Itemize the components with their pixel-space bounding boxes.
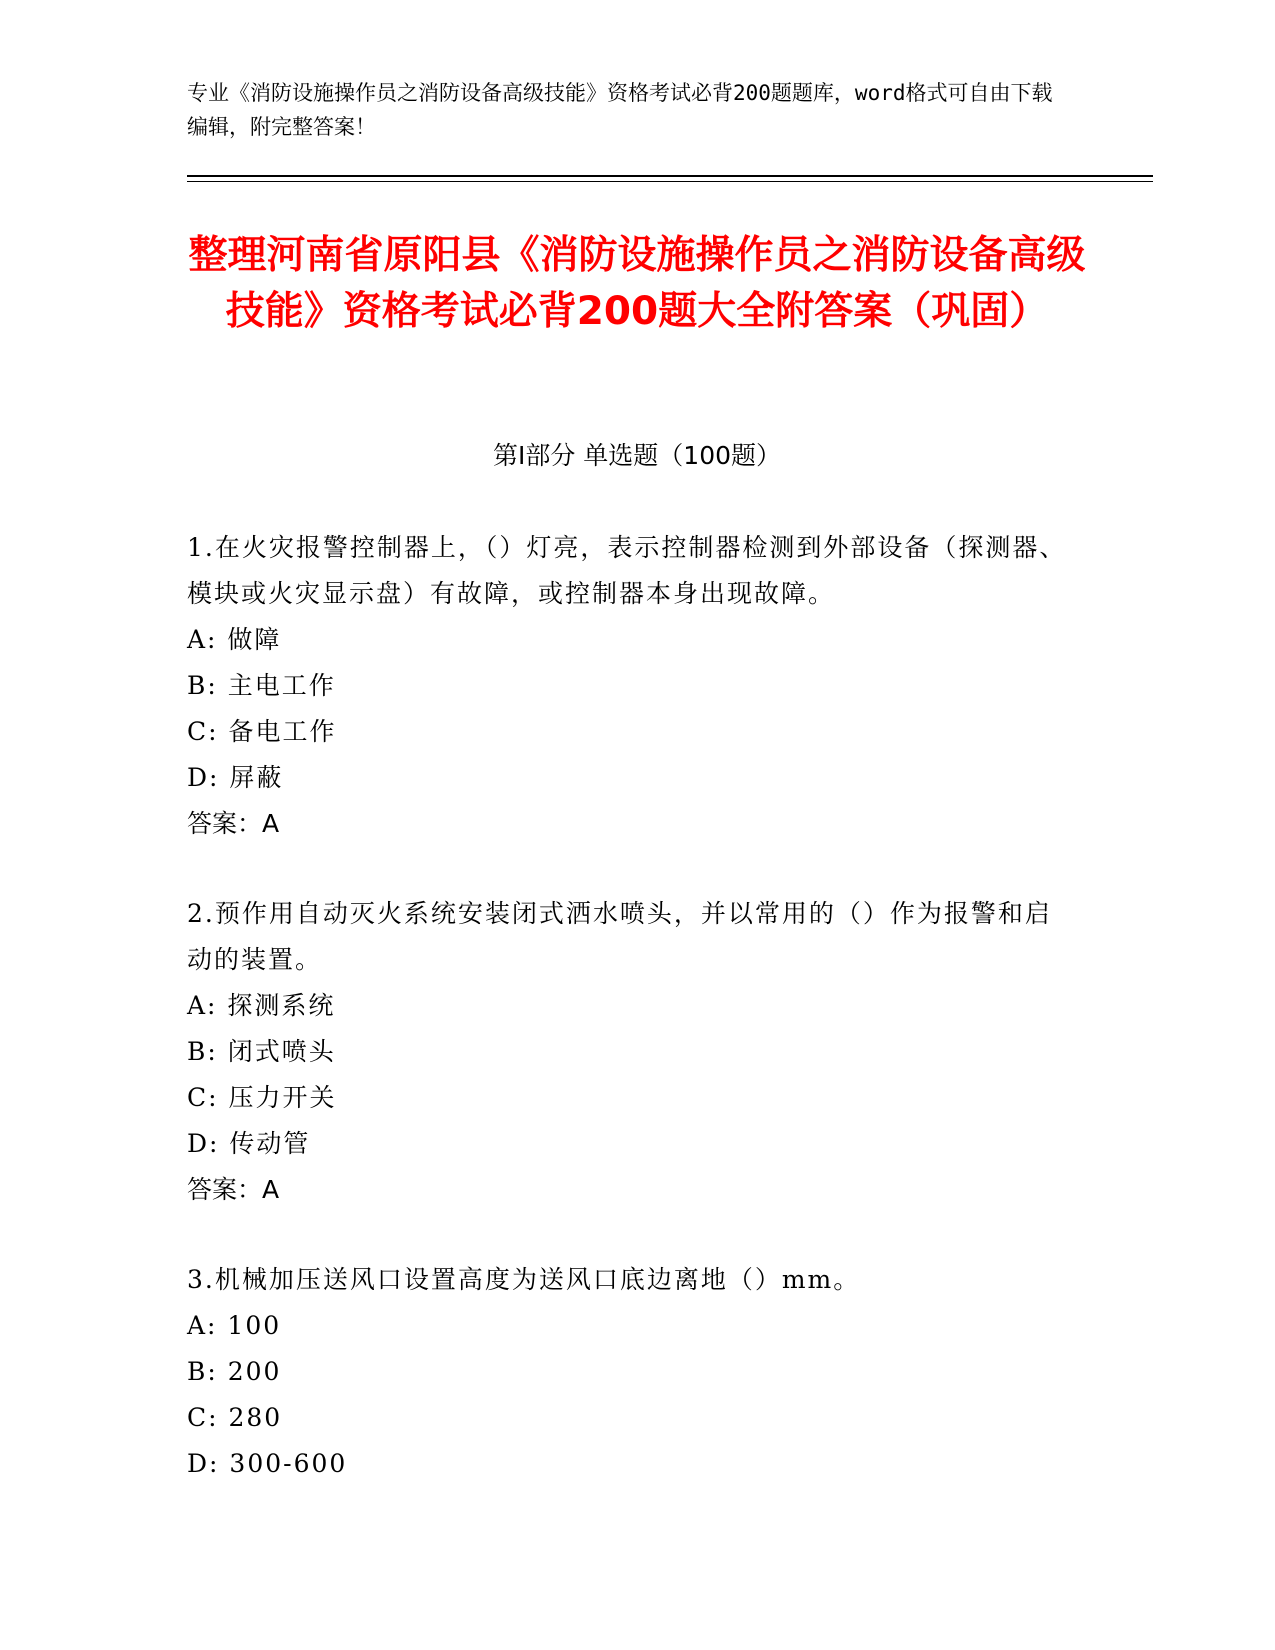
option-a: A: 100 [187,1311,282,1340]
option-d: D: 屏蔽 [187,763,284,792]
question-stem: 1.在火灾报警控制器上，（）灯亮，表示控制器检测到外部设备（探测器、模块或火灾显示盘）有故障，或控制器本身出现故障。 [187,533,1067,608]
question-3 [187,1257,1067,1487]
answer-line: 答案：A [187,1175,280,1204]
section-heading: 第Ⅰ部分 单选题（100题） [492,441,782,470]
header-divider-thin [187,181,1153,182]
option-a: A: 探测系统 [187,991,336,1020]
option-b: B: 200 [187,1357,282,1386]
question-list [187,525,1067,1531]
option-c: C: 280 [187,1403,283,1432]
option-a: A: 做障 [187,625,282,654]
question-1 [187,525,1067,847]
option-b: B: 主电工作 [187,671,336,700]
question-stem: 2.预作用自动灭火系统安装闭式洒水喷头，并以常用的（）作为报警和启动的装置。 [187,899,1052,974]
question-2 [187,891,1067,1213]
option-d: D: 300-600 [187,1449,348,1478]
option-c: C: 备电工作 [187,717,337,746]
answer-line: 答案：A [187,809,280,838]
option-b: B: 闭式喷头 [187,1037,336,1066]
option-c: C: 压力开关 [187,1083,337,1112]
header-note: 专业《消防设施操作员之消防设备高级技能》资格考试必背200题题库，word格式可自由下载编辑，附完整答案！ [187,81,1053,139]
option-d: D: 传动管 [187,1129,311,1158]
question-stem: 3.机械加压送风口设置高度为送风口底边离地（）mm。 [187,1265,861,1294]
header-divider-thick [187,175,1153,177]
document-title: 整理河南省原阳县《消防设施操作员之消防设备高级技能》资格考试必背200题大全附答案（巩固） [188,233,1086,334]
